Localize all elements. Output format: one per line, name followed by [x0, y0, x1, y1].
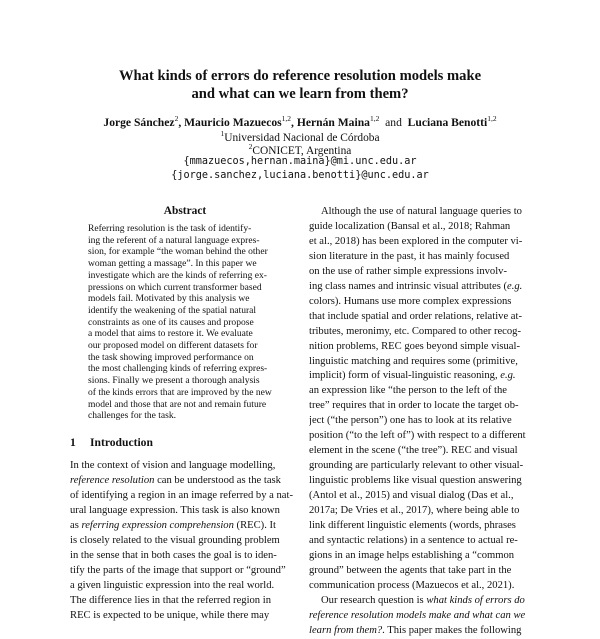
text-run: link different linguistic elements (words, phrases — [309, 520, 516, 532]
text-run: position (“to the left of”) with respect to a different — [309, 430, 526, 442]
text-run: Although the use of natural language queries to — [321, 206, 522, 217]
paragraph-line — [309, 295, 533, 310]
text-run: sion literature in the past, it has mainly focused — [309, 250, 510, 262]
author-name: Luciana Benotti — [407, 115, 488, 129]
abstract-line: the task showing improved performance on — [88, 351, 254, 363]
email-line-2: {jorge.sanchez,luciana.benotti}@unc.edu.ar — [171, 170, 429, 181]
paragraph-line — [309, 429, 533, 444]
author-separator: , — [178, 115, 185, 129]
introduction-body — [70, 459, 298, 623]
author-affiliation-mark: 2 — [174, 114, 179, 123]
introduction-line — [70, 489, 298, 504]
paragraph-line — [309, 265, 533, 280]
paragraph-line — [309, 534, 533, 549]
text-run: Our research question is — [321, 594, 427, 606]
abstract-heading: Abstract — [163, 205, 207, 217]
email-line-1: {mmazuecos,hernan.maina}@mi.unc.edu.ar — [183, 156, 417, 167]
italic-text: learn from them? — [309, 624, 383, 636]
italic-text: e.g. — [507, 280, 523, 292]
abstract-line: identify the weakening of the spatial natural — [88, 304, 257, 316]
introduction-line — [70, 474, 298, 489]
text-run: tify the parts of the image that support or “ground” — [70, 564, 286, 576]
paragraph-line — [309, 579, 533, 594]
paragraph-line — [309, 519, 533, 534]
text-run: ject (“the person”) one has to look at its relative — [309, 415, 512, 427]
abstract-line: a model that aims to restore it. We evaluate — [88, 328, 253, 340]
italic-text: what kinds of errors do — [426, 594, 525, 606]
affiliation-mark: 1 — [220, 129, 225, 138]
paragraph-line — [309, 594, 533, 609]
abstract-line: our proposed model on different datasets for — [88, 340, 258, 352]
text-run: et al., 2018) has been explored in the computer vi- — [309, 235, 523, 247]
author-name: Jorge Sánchez — [103, 115, 175, 129]
text-run: grounding are particularly relevant to other visual- — [309, 460, 524, 472]
right-paragraph-1 — [309, 205, 533, 594]
text-run: . This paper makes the following — [382, 624, 522, 636]
text-run: ing class names and intrinsic visual attributes ( — [309, 280, 508, 292]
paragraph-line — [309, 489, 533, 504]
italic-text: reference resolution models make and what can we — [309, 609, 526, 621]
right-paragraph-2 — [309, 594, 533, 639]
italic-text: e.g. — [500, 370, 516, 382]
text-run: In the context of vision and language modelling, — [70, 460, 276, 471]
author-separator: , — [291, 115, 297, 129]
right-column — [309, 205, 533, 639]
introduction-line — [70, 549, 298, 564]
text-run: that include spatial and order relations, relative at- — [309, 310, 522, 322]
italic-text: reference resolution — [70, 474, 155, 486]
text-run: tributes, meronimy, etc. Compared to other recog- — [309, 325, 522, 337]
section-heading-introduction — [70, 436, 300, 449]
introduction-line — [70, 519, 298, 534]
text-run: nition problems, REC goes beyond simple visual- — [309, 340, 520, 352]
text-run: communication process (Mazuecos et al., 2021). — [309, 579, 515, 591]
text-run: an expression like “the person to the left of the — [309, 385, 507, 397]
affiliation-name: CONICET, Argentina — [252, 144, 352, 157]
abstract-line: models fail. Motivated by this analysis we — [88, 293, 250, 305]
author-affiliation-mark: 1,2 — [369, 114, 380, 123]
paragraph-line — [309, 414, 533, 429]
text-run: can be understood as the task — [154, 474, 281, 486]
paragraph-line — [309, 624, 533, 639]
introduction-line — [70, 459, 298, 474]
abstract-line: pressions on which current transformer based — [88, 281, 262, 293]
section-title: Introduction — [90, 436, 153, 449]
title-line-1: What kinds of errors do reference resolution models make — [118, 68, 482, 84]
text-run: ural language expression. This task is also known — [70, 504, 280, 516]
introduction-line — [70, 579, 298, 594]
author-affiliation-mark: 1,2 — [281, 114, 292, 123]
introduction-line — [70, 534, 298, 549]
paragraph-line — [309, 235, 533, 250]
text-run: (REC). It — [233, 519, 276, 531]
text-run: gions in an image helps establishing a “common — [309, 549, 515, 561]
text-run: colors). Humans use more complex expressions — [309, 295, 512, 307]
abstract-line: Referring resolution is the task of identify- — [88, 223, 252, 234]
section-number: 1 — [70, 436, 76, 449]
paragraph-line — [309, 444, 533, 459]
text-run: is closely related to the visual grounding problem — [70, 534, 280, 546]
text-run: guide localization (Bansal et al., 2018; Rahman — [309, 220, 511, 232]
text-run: linguistic matching and requires some (primitive, — [309, 355, 518, 367]
paragraph-line — [309, 609, 533, 624]
text-run: tree” requires that in order to locate the target ob- — [309, 400, 519, 412]
abstract-line: investigate which are the kinds of referring ex- — [88, 269, 267, 281]
abstract-line: the most challenging kinds of referring expres- — [88, 363, 268, 375]
abstract-line: sions. Finally we present a thorough analysis — [88, 375, 260, 387]
abstract-line: of the kinds errors that are improved by the new — [88, 386, 272, 398]
paragraph-line — [309, 325, 533, 340]
text-run: linguistic problems like visual question answering — [309, 475, 522, 487]
introduction-line — [70, 504, 298, 519]
text-run: on the use of rather simple expressions involv- — [309, 265, 508, 277]
text-run: 2017a; De Vries et al., 2017), where being able to — [309, 505, 520, 517]
text-run: (Antol et al., 2015) and visual dialog (Das et al., — [309, 490, 514, 502]
introduction-line — [70, 564, 298, 579]
author-name: Mauricio Mazuecos — [184, 115, 282, 129]
introduction-line — [70, 594, 298, 609]
paper-title — [0, 67, 600, 103]
text-run: of identifying a region in an image referred by a nat- — [70, 489, 293, 501]
abstract-line: sion, for example “the woman behind the other — [88, 246, 268, 258]
text-run: as — [70, 519, 82, 531]
paragraph-line — [309, 280, 533, 295]
paragraph-line — [309, 549, 533, 564]
abstract-line: woman getting a massage”. In this paper we — [88, 258, 257, 270]
text-run: ground” between the agents that take part in the — [309, 564, 512, 576]
paragraph-line — [309, 564, 533, 579]
title-line-2: and what can we learn from them? — [191, 86, 409, 102]
paragraph-line — [309, 399, 533, 414]
italic-text: referring expression comprehension — [81, 519, 234, 531]
text-run: a given linguistic expression into the real world. — [70, 579, 275, 591]
paragraph-line — [309, 250, 533, 265]
author-name: Hernán Maina — [296, 115, 370, 129]
paragraph-line — [309, 205, 533, 220]
text-run: element in the scene (“the tree”). REC and visual — [309, 445, 518, 457]
text-run: in the sense that in both cases the goal is to iden- — [70, 549, 277, 561]
affiliation-name: Universidad Nacional de Córdoba — [224, 131, 380, 144]
abstract-body — [88, 223, 281, 422]
author-and: and — [385, 115, 402, 129]
paragraph-line — [309, 340, 533, 355]
paragraph-line — [309, 504, 533, 519]
text-run: The difference lies in that the referred region in — [70, 594, 271, 606]
abstract-line: model and those that are not and remain future — [88, 398, 267, 410]
paragraph-line — [309, 384, 533, 399]
text-run: REC is expected to be unique, while there may — [70, 609, 270, 621]
abstract-line: ing the referent of a natural language expres- — [88, 234, 260, 246]
abstract-line: constraints as one of its causes and propose — [88, 316, 254, 328]
abstract-line: challenges for the task. — [88, 410, 177, 422]
paragraph-line — [309, 220, 533, 235]
paragraph-line — [309, 474, 533, 489]
text-run: implicit) form of visual-linguistic reasoning, — [309, 370, 501, 382]
introduction-line — [70, 609, 298, 624]
paragraph-line — [309, 310, 533, 325]
author-affiliation-mark: 1,2 — [487, 114, 497, 123]
text-run: and syntactic relations) in a sentence to actual re- — [309, 534, 518, 546]
paragraph-line — [309, 355, 533, 370]
paragraph-line — [309, 459, 533, 474]
paragraph-line — [309, 369, 533, 384]
affiliation-mark: 2 — [248, 142, 253, 151]
